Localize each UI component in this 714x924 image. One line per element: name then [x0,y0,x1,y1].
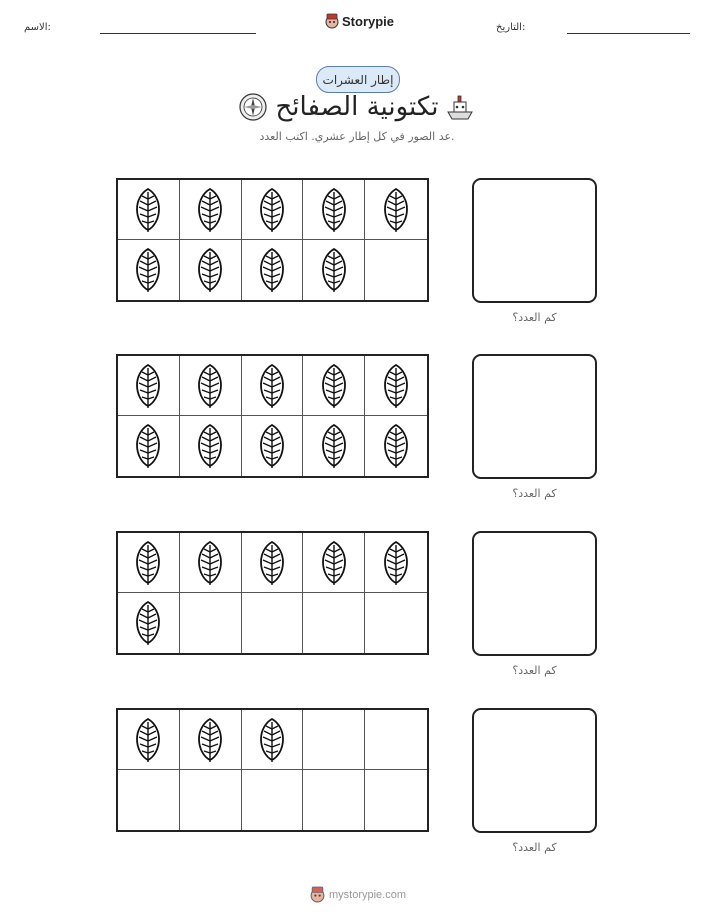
leaf-icon [134,247,162,293]
answer-prompt: كم العدد؟ [512,664,557,677]
mascot-icon [310,886,325,903]
frame-cell [365,770,427,830]
frame-cell [242,180,304,240]
frame-cell [180,710,242,770]
frame-cell [365,593,427,653]
ten-frame [116,708,429,832]
instructions: عد الصور في كل إطار عشري. اكتب العدد. [259,130,455,143]
page-title: تكتونية الصفائح [275,92,439,122]
frame-cell [365,533,427,593]
frame-cell [303,710,365,770]
frame-cell [118,533,180,593]
frame-cell [365,180,427,240]
frame-cell [118,416,180,476]
ten-frame [116,354,429,478]
leaf-icon [382,363,410,409]
answer-prompt: كم العدد؟ [512,311,557,324]
frame-cell [365,240,427,300]
frame-cell [180,770,242,830]
frame-cell [303,180,365,240]
name-label: الاسم: [24,22,51,33]
leaf-icon [196,247,224,293]
brand-logo [325,13,394,29]
frame-cell [118,770,180,830]
date-label: التاريخ: [496,22,526,33]
date-line[interactable] [567,33,690,34]
answer-box[interactable] [472,178,597,303]
frame-cell [242,593,304,653]
frame-cell [118,710,180,770]
frame-cell [180,416,242,476]
leaf-icon [196,717,224,763]
mascot-icon [325,13,339,29]
leaf-icon [134,187,162,233]
frame-cell [242,416,304,476]
frame-cell [118,180,180,240]
answer-box[interactable] [472,354,597,479]
frame-cell [242,533,304,593]
frame-cell [180,593,242,653]
frame-cell [365,416,427,476]
answer-prompt: كم العدد؟ [512,487,557,500]
leaf-icon [258,363,286,409]
leaf-icon [320,540,348,586]
leaf-icon [196,187,224,233]
leaf-icon [320,363,348,409]
frame-cell [118,240,180,300]
footer [310,886,406,903]
frame-cell [242,770,304,830]
leaf-icon [258,540,286,586]
leaf-icon [196,363,224,409]
leaf-icon [382,540,410,586]
leaf-icon [134,540,162,586]
frame-cell [242,240,304,300]
leaf-icon [258,247,286,293]
ten-frame [116,178,429,302]
leaf-icon [134,363,162,409]
ship-icon [444,92,476,122]
leaf-icon [196,423,224,469]
ten-frame [116,531,429,655]
leaf-icon [320,423,348,469]
leaf-icon [134,423,162,469]
frame-cell [303,770,365,830]
leaf-icon [258,187,286,233]
frame-cell [303,240,365,300]
leaf-icon [320,187,348,233]
leaf-icon [196,540,224,586]
leaf-icon [382,187,410,233]
leaf-icon [382,423,410,469]
frame-cell [118,593,180,653]
leaf-icon [258,717,286,763]
leaf-icon [134,600,162,646]
frame-cell [180,533,242,593]
name-line[interactable] [100,33,256,34]
brand-name: Storypie [342,13,395,29]
leaf-icon [134,717,162,763]
frame-cell [303,356,365,416]
topic-badge: إطار العشرات [316,66,400,93]
frame-cell [180,356,242,416]
frame-cell [242,356,304,416]
frame-cell [118,356,180,416]
answer-prompt: كم العدد؟ [512,841,557,854]
frame-cell [180,240,242,300]
leaf-icon [258,423,286,469]
frame-cell [365,710,427,770]
frame-cell [303,533,365,593]
frame-cell [303,593,365,653]
frame-cell [242,710,304,770]
frame-cell [303,416,365,476]
footer-url: mystorypie.com [329,888,407,901]
frame-cell [180,180,242,240]
frame-cell [365,356,427,416]
answer-box[interactable] [472,708,597,833]
answer-box[interactable] [472,531,597,656]
leaf-icon [320,247,348,293]
